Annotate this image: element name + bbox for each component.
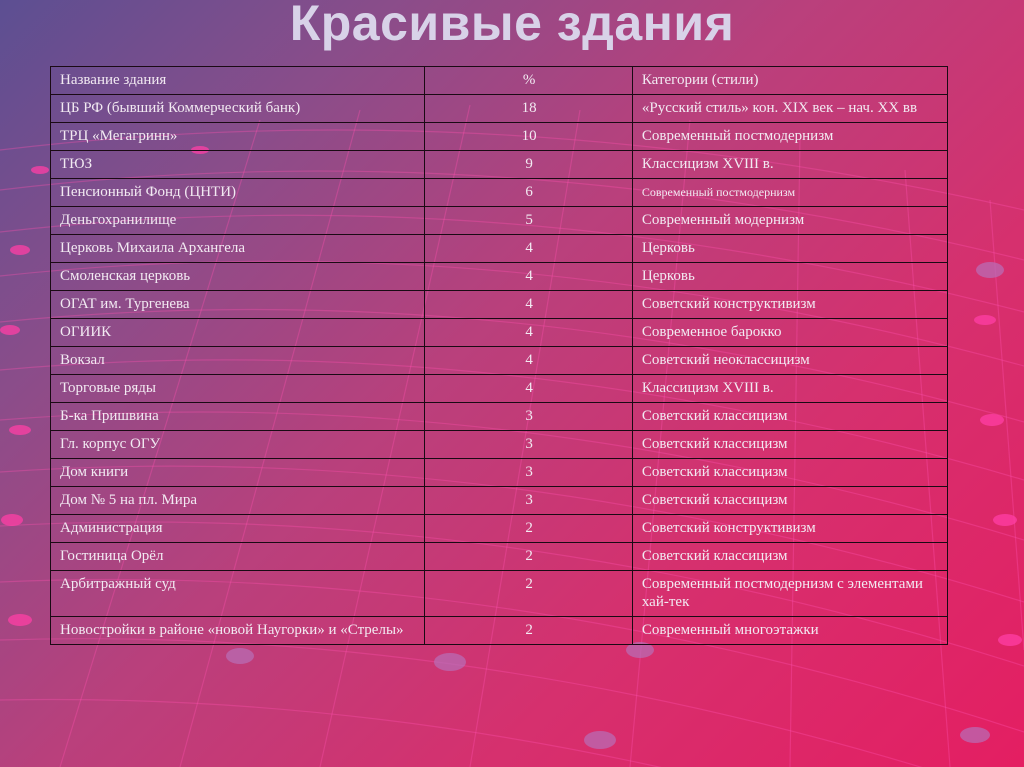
- header-percent: %: [425, 67, 632, 95]
- cell-category: Советский неоклассицизм: [632, 347, 947, 375]
- table-row: [51, 375, 948, 403]
- cell-category: Советский конструктивизм: [632, 291, 947, 319]
- cell-percent: 2: [425, 617, 632, 645]
- cell-building-name: ЦБ РФ (бывший Коммерческий банк): [51, 95, 425, 123]
- cell-percent: 4: [425, 319, 632, 347]
- table-row: [51, 543, 948, 571]
- cell-building-name: Дом № 5 на пл. Мира: [51, 487, 425, 515]
- cell-building-name: ТЮЗ: [51, 151, 425, 179]
- cell-percent: 2: [425, 515, 632, 543]
- buildings-table: [50, 66, 948, 645]
- cell-category: Советский классицизм: [632, 459, 947, 487]
- cell-building-name: Арбитражный суд: [51, 571, 425, 617]
- cell-category: Церковь: [632, 263, 947, 291]
- table-row: [51, 459, 948, 487]
- header-building-name: Название здания: [51, 67, 425, 95]
- cell-category: Современный модернизм: [632, 207, 947, 235]
- cell-category: Современное барокко: [632, 319, 947, 347]
- header-category: Категории (стили): [632, 67, 947, 95]
- cell-percent: 2: [425, 571, 632, 617]
- table-row: [51, 431, 948, 459]
- cell-percent: 4: [425, 235, 632, 263]
- cell-category: Современный постмодернизм с элементами хай-тек: [632, 571, 947, 617]
- cell-building-name: Торговые ряды: [51, 375, 425, 403]
- cell-percent: 6: [425, 179, 632, 207]
- cell-category: Советский классицизм: [632, 487, 947, 515]
- cell-percent: 4: [425, 291, 632, 319]
- table-row: [51, 235, 948, 263]
- cell-category: Советский классицизм: [632, 403, 947, 431]
- cell-building-name: Дом книги: [51, 459, 425, 487]
- cell-category: Советский классицизм: [632, 431, 947, 459]
- cell-category: Классицизм XVIII в.: [632, 375, 947, 403]
- table-row: [51, 571, 948, 617]
- table-row: [51, 515, 948, 543]
- cell-category: Советский классицизм: [632, 543, 947, 571]
- cell-building-name: Церковь Михаила Архангела: [51, 235, 425, 263]
- cell-category: «Русский стиль» кон. XIX век – нач. XX вв: [632, 95, 947, 123]
- cell-building-name: Гл. корпус ОГУ: [51, 431, 425, 459]
- cell-building-name: ОГАТ им. Тургенева: [51, 291, 425, 319]
- table-row: [51, 403, 948, 431]
- cell-category: Современный постмодернизм: [632, 123, 947, 151]
- table-header-row: [51, 67, 948, 95]
- cell-percent: 3: [425, 459, 632, 487]
- slide-title: Красивые здания: [289, 0, 735, 51]
- cell-building-name: Деньгохранилище: [51, 207, 425, 235]
- cell-percent: 10: [425, 123, 632, 151]
- table-row: [51, 95, 948, 123]
- cell-percent: 18: [425, 95, 632, 123]
- cell-building-name: Пенсионный Фонд (ЦНТИ): [51, 179, 425, 207]
- table-row: [51, 617, 948, 645]
- table-row: [51, 151, 948, 179]
- cell-percent: 3: [425, 431, 632, 459]
- cell-percent: 3: [425, 403, 632, 431]
- cell-percent: 9: [425, 151, 632, 179]
- cell-percent: 3: [425, 487, 632, 515]
- cell-building-name: Вокзал: [51, 347, 425, 375]
- table-row: [51, 123, 948, 151]
- cell-category: Современный постмодернизм: [632, 179, 947, 207]
- table-row: [51, 291, 948, 319]
- table-row: [51, 319, 948, 347]
- cell-percent: 4: [425, 347, 632, 375]
- table-row: [51, 347, 948, 375]
- table-row: [51, 207, 948, 235]
- cell-building-name: Гостиница Орёл: [51, 543, 425, 571]
- cell-category: Советский конструктивизм: [632, 515, 947, 543]
- cell-percent: 5: [425, 207, 632, 235]
- cell-category: Церковь: [632, 235, 947, 263]
- cell-building-name: Новостройки в районе «новой Наугорки» и «Стрелы»: [51, 617, 425, 645]
- cell-category: Классицизм XVIII в.: [632, 151, 947, 179]
- cell-building-name: ОГИИК: [51, 319, 425, 347]
- table-row: [51, 263, 948, 291]
- cell-percent: 4: [425, 263, 632, 291]
- cell-percent: 2: [425, 543, 632, 571]
- cell-building-name: Б-ка Пришвина: [51, 403, 425, 431]
- cell-building-name: ТРЦ «Мегагринн»: [51, 123, 425, 151]
- cell-percent: 4: [425, 375, 632, 403]
- cell-building-name: Администрация: [51, 515, 425, 543]
- cell-category: Современный многоэтажки: [632, 617, 947, 645]
- table-row: [51, 487, 948, 515]
- table-row: [51, 179, 948, 207]
- cell-building-name: Смоленская церковь: [51, 263, 425, 291]
